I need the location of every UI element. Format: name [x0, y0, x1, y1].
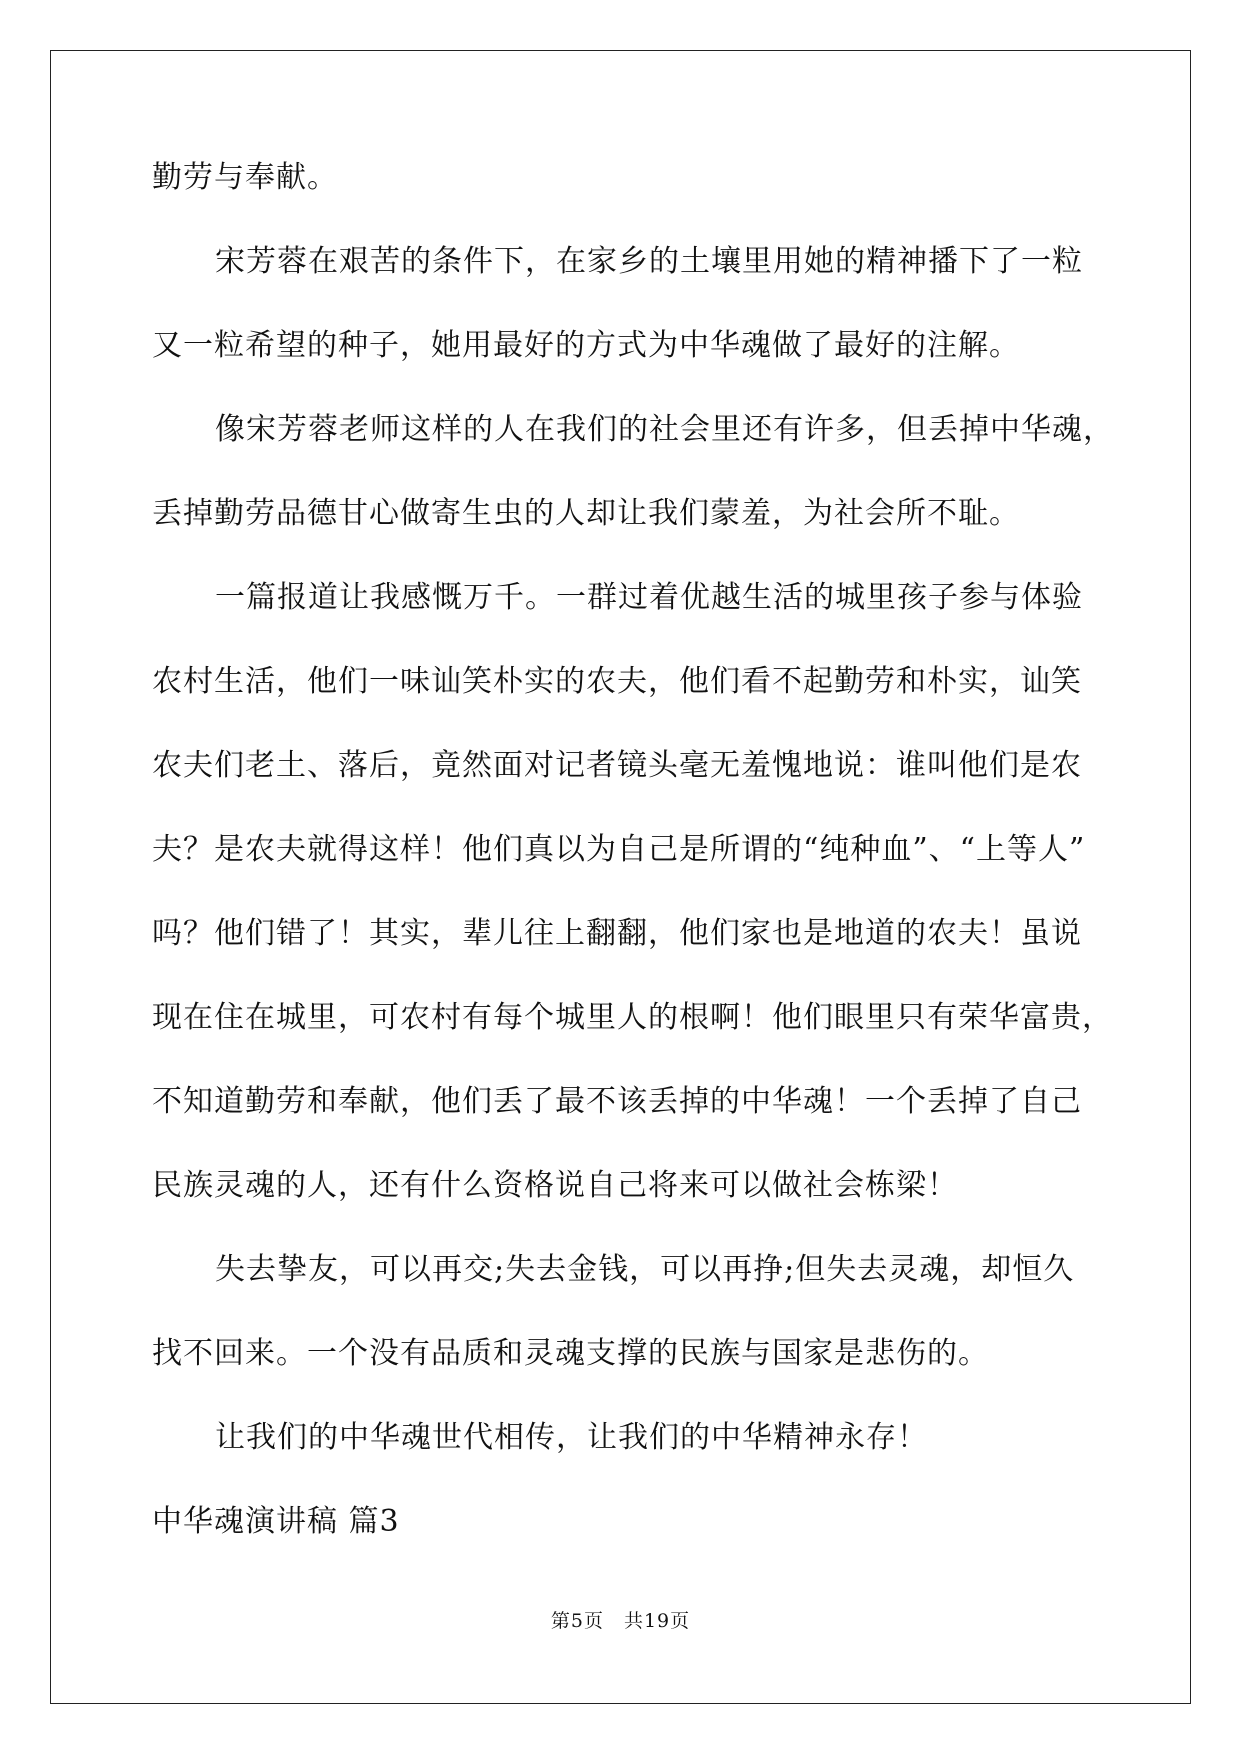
text-line: 丢掉勤劳品德甘心做寄生虫的人却让我们蒙羞，为社会所不耻。 [152, 496, 1020, 531]
text-line: 农夫们老土、落后，竟然面对记者镜头毫无羞愧地说：谁叫他们是农 [152, 748, 1082, 783]
text-line: 找不回来。一个没有品质和灵魂支撑的民族与国家是悲伤的。 [152, 1336, 989, 1371]
document-body [152, 136, 1114, 1564]
text-line: 宋芳蓉在艰苦的条件下，在家乡的土壤里用她的精神播下了一粒 [215, 244, 1083, 279]
text-line: 一篇报道让我感慨万千。一群过着优越生活的城里孩子参与体验 [215, 580, 1083, 615]
section-heading: 中华魂演讲稿 篇3 [152, 1504, 400, 1539]
text-line: 吗？他们错了！其实，辈儿往上翻翻，他们家也是地道的农夫！虽说 [152, 916, 1082, 951]
text-line: 农村生活，他们一味讪笑朴实的农夫，他们看不起勤劳和朴实，讪笑 [152, 664, 1082, 699]
text-line: 现在住在城里，可农村有每个城里人的根啊！他们眼里只有荣华富贵， [152, 1000, 1113, 1035]
text-line: 不知道勤劳和奉献，他们丢了最不该丢掉的中华魂！一个丢掉了自己 [152, 1084, 1082, 1119]
text-line: 又一粒希望的种子，她用最好的方式为中华魂做了最好的注解。 [152, 328, 1020, 363]
page-number-footer: 第5页 共19页 [550, 1610, 691, 1632]
text-line: 像宋芳蓉老师这样的人在我们的社会里还有许多，但丢掉中华魂， [215, 412, 1114, 447]
text-line: 失去挚友，可以再交;失去金钱，可以再挣;但失去灵魂，却恒久 [215, 1252, 1075, 1287]
text-line: 勤劳与奉献。 [152, 160, 338, 195]
text-line: 民族灵魂的人，还有什么资格说自己将来可以做社会栋梁！ [152, 1168, 958, 1203]
text-line: 夫？是农夫就得这样！他们真以为自己是所谓的“纯种血”、“上等人” [152, 832, 1086, 867]
text-line: 让我们的中华魂世代相传，让我们的中华精神永存！ [215, 1420, 928, 1455]
